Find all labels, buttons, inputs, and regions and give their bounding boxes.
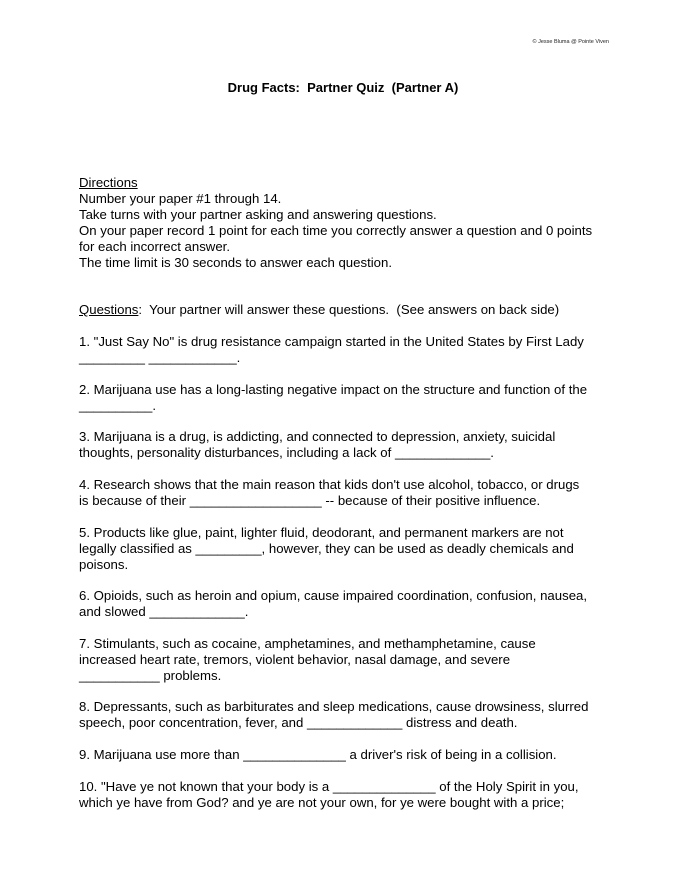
question-line: __________. [79, 398, 157, 413]
question-line: ___________ problems. [79, 668, 222, 683]
directions-line: for each incorrect answer. [79, 239, 230, 254]
questions-header [79, 302, 559, 318]
directions-line: On your paper record 1 point for each time you correctly answer a question and 0 points [79, 223, 593, 238]
directions-heading: Directions [79, 175, 138, 190]
question-line: 3. Marijuana is a drug, is addicting, and connected to depression, anxiety, suicidal [79, 429, 556, 444]
question-item [79, 525, 619, 573]
question-line: poisons. [79, 557, 129, 572]
question-line: 7. Stimulants, such as cocaine, amphetamines, and methamphetamine, cause [79, 636, 536, 651]
question-line: 1. "Just Say No" is drug resistance campaign started in the United States by First Lady [79, 334, 584, 349]
question-line: thoughts, personality disturbances, including a lack of _____________. [79, 445, 494, 460]
directions-line: Take turns with your partner asking and answering questions. [79, 207, 437, 222]
question-line: is because of their __________________ -- because of their positive influence. [79, 493, 541, 508]
question-line: 10. "Have ye not known that your body is a ______________ of the Holy Spirit in you, [79, 779, 579, 794]
question-line: 2. Marijuana use has a long-lasting negative impact on the structure and function of the [79, 382, 588, 397]
question-line: 4. Research shows that the main reason that kids don't use alcohol, tobacco, or drugs [79, 477, 580, 492]
directions-line: The time limit is 30 seconds to answer each question. [79, 255, 392, 270]
question-line: 5. Products like glue, paint, lighter fluid, deodorant, and permanent markers are not [79, 525, 564, 540]
page-title: Drug Facts: Partner Quiz (Partner A) [227, 80, 459, 95]
question-item [79, 477, 619, 509]
question-item [79, 636, 619, 684]
question-line: legally classified as _________, however, they can be used as deadly chemicals and [79, 541, 574, 556]
question-line: 8. Depressants, such as barbiturates and sleep medications, cause drowsiness, slurred [79, 699, 589, 714]
question-item [79, 779, 619, 811]
directions-section [79, 175, 619, 271]
question-item [79, 699, 619, 731]
question-line: increased heart rate, tremors, violent behavior, nasal damage, and severe [79, 652, 511, 667]
question-line: 9. Marijuana use more than ______________ a driver's risk of being in a collision. [79, 747, 557, 762]
question-item [79, 747, 619, 763]
copyright-notice: © Jesse Bluma @ Pointe Viven [532, 39, 609, 45]
directions-line: Number your paper #1 through 14. [79, 191, 282, 206]
question-line: 6. Opioids, such as heroin and opium, cause impaired coordination, confusion, nausea, [79, 588, 588, 603]
question-item [79, 334, 619, 366]
question-line: which ye have from God? and ye are not your own, for ye were bought with a price; [79, 795, 565, 810]
question-line: speech, poor concentration, fever, and _____________ distress and death. [79, 715, 518, 730]
question-item [79, 588, 619, 620]
question-line: and slowed _____________. [79, 604, 249, 619]
question-item [79, 382, 619, 414]
questions-intro: : Your partner will answer these questions. (See answers on back side) [138, 302, 560, 317]
question-line: _________ ____________. [79, 350, 241, 365]
questions-heading: Questions [79, 302, 139, 317]
question-item [79, 429, 619, 461]
